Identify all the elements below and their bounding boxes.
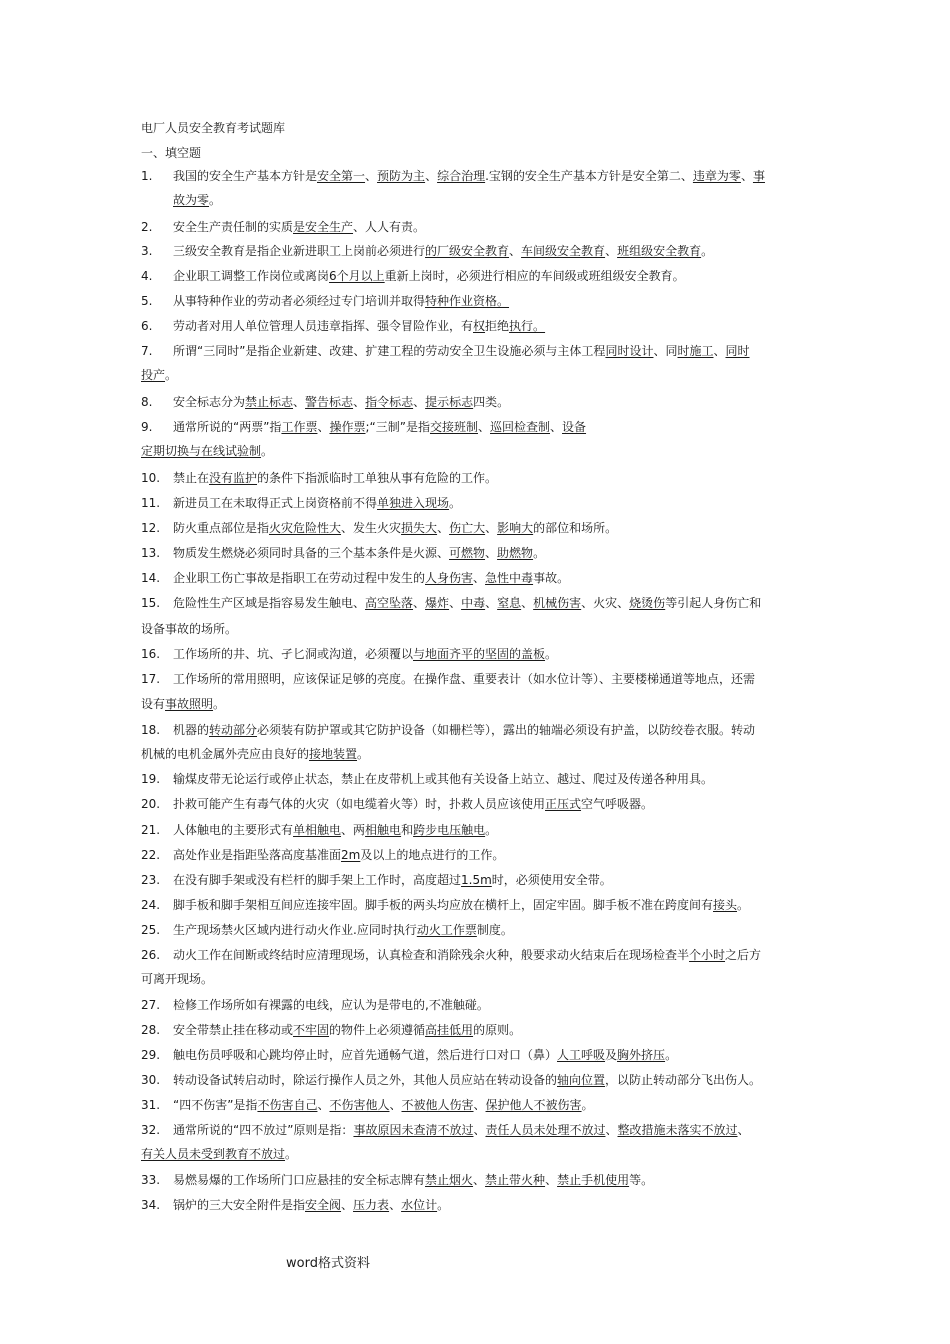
question-text: 、 [713,344,726,358]
answer-blank: 禁止带火种 [485,1173,546,1187]
question-text: 。 [449,496,462,510]
question-text: 、 [389,1098,402,1112]
question-item [141,293,811,309]
question-text: 、 [545,1173,558,1187]
question-item [141,872,811,888]
answer-blank: 综合治理 [437,169,486,183]
question-text: ;“三制”是指 [365,420,430,434]
question-text: 防火重点部位是指 [173,521,270,535]
question-text: 、 [317,1098,330,1112]
answer-blank: 特种作业资格。 [425,294,510,308]
question-text: 通常所说的“两票”指 [173,420,282,434]
question-item [141,771,811,787]
question-text: 。 [545,647,558,661]
question-item [141,947,811,963]
question-number: 15. [141,596,161,610]
answer-blank: 烧烫伤 [629,596,666,610]
question-text: 、 [605,1123,618,1137]
question-continuation [173,192,221,208]
answer-blank: 定期切换与在线试验制 [141,444,262,458]
answer-blank: 安全阀 [305,1198,342,1212]
question-text: 空气呼吸器。 [581,797,654,811]
question-text: “四不伤害”是指 [173,1098,258,1112]
question-number: 34. [141,1198,161,1212]
answer-blank: 整改措施未落实不放过 [617,1123,738,1137]
question-item [141,897,811,913]
question-item [141,318,811,334]
answer-blank: 没有监护 [209,471,258,485]
answer-blank: 1.5m [461,873,492,887]
question-item [141,520,811,536]
question-text: 的物件上必须遵循 [329,1023,426,1037]
question-text: 。 [737,898,750,912]
question-number: 7. [141,344,153,358]
question-text: 所谓“三同时”是指企业新建、改建、扩建工程的劳动安全卫生设施必须与主体工程 [173,344,606,358]
answer-blank: 同时 [725,344,750,358]
answer-blank: 预防为主 [377,169,426,183]
question-text: 人体触电的主要形式有 [173,823,294,837]
question-text: 扑救可能产生有毒气体的火灾（如电缆着火等）时，扑救人员应该使用 [173,797,546,811]
question-item [141,796,811,812]
answer-blank: 违章为零 [692,169,741,183]
question-number: 3. [141,244,153,258]
question-text: 机器的 [173,723,210,737]
question-text: 通常所说的“四不放过”原则是指： [173,1123,354,1137]
question-item [141,168,811,184]
question-text: 、 [341,1198,354,1212]
question-text: 、 [425,169,438,183]
answer-blank: 不被他人伤害 [401,1098,474,1112]
question-text: 触电伤员呼吸和心跳均停止时，应首先通畅气道，然后进行口对口（鼻） [173,1048,558,1062]
answer-blank: 接头 [713,898,738,912]
answer-blank: 影响大 [497,521,534,535]
question-text: 在没有脚手架或没有栏杆的脚手架上工作时，高度超过 [173,873,462,887]
answer-blank: 人身伤害 [425,571,474,585]
question-text: 易燃易爆的工作场所门口应悬挂的安全标志牌有 [173,1173,426,1187]
question-item [141,219,811,235]
question-item [141,1172,811,1188]
question-text: 新进员工在未取得正式上岗资格前不得 [173,496,378,510]
answer-blank: 禁止烟火 [425,1173,474,1187]
question-text: 、 [509,244,522,258]
answer-blank: 投产 [141,368,166,382]
question-text: 企业职工调整工作岗位或离岗 [173,269,330,283]
answer-blank: 操作票 [329,420,366,434]
answer-blank: 正压式 [545,797,582,811]
question-item [141,570,811,586]
question-text: 。 [485,823,498,837]
question-text: 检修工作场所如有裸露的电线，应认为是带电的,不准触碰。 [173,998,489,1012]
question-item [141,545,811,561]
question-text: 物质发生燃烧必须同时具备的三个基本条件是火源、 [173,546,450,560]
question-text: 。 [581,1098,594,1112]
answer-blank: 助燃物 [497,546,534,560]
question-text: 、 [740,169,753,183]
question-number: 19. [141,772,161,786]
question-text: 、两 [341,823,366,837]
question-number: 18. [141,723,161,737]
question-text: 、 [485,546,498,560]
question-number: 26. [141,948,161,962]
answer-blank: 压力表 [353,1198,390,1212]
question-text: 转动设备试转启动时，除运行操作人员之外，其他人员应站在转动设备的 [173,1073,558,1087]
question-continuation [141,621,237,637]
question-text: 我国的安全生产基本方针是 [173,169,318,183]
question-text: 。 [209,193,222,207]
question-text: 。 [285,1147,298,1161]
question-number: 32. [141,1123,161,1137]
question-item [141,822,811,838]
question-text: 等引起人身伤亡和 [665,596,762,610]
question-item [141,1197,811,1213]
question-item [141,495,811,511]
question-text: 制度。 [476,923,513,937]
question-number: 31. [141,1098,161,1112]
question-text: 从事特种作业的劳动者必须经过专门培训并取得 [173,294,426,308]
question-number: 30. [141,1073,161,1087]
question-number: 21. [141,823,161,837]
answer-blank: 工作票 [281,420,318,434]
question-text: 、 [413,395,426,409]
question-text: 安全生产责任制的实质 [173,220,294,234]
question-text: 时，必须使用安全带。 [491,873,612,887]
question-continuation [141,971,213,987]
question-continuation [141,443,273,459]
answer-blank: 转动部分 [209,723,258,737]
question-number: 14. [141,571,161,585]
question-text: 重新上岗时，必须进行相应的车间级或班组级安全教育。 [384,269,685,283]
question-item [141,646,811,662]
question-number: 33. [141,1173,161,1187]
question-number: 29. [141,1048,161,1062]
question-item [141,847,811,863]
question-text: 企业职工伤亡事故是指职工在劳动过程中发生的 [173,571,426,585]
question-number: 24. [141,898,161,912]
answer-blank: 2m [341,848,361,862]
question-text: 。 [165,368,178,382]
answer-blank: 时施工 [677,344,714,358]
answer-blank: 轴向位置 [557,1073,606,1087]
question-text: 、 [473,1123,486,1137]
answer-blank: 单相触电 [293,823,342,837]
question-text: 安全带禁止挂在移动或 [173,1023,294,1037]
answer-blank: 交接班制 [429,420,478,434]
question-text: 四类。 [473,395,510,409]
answer-blank: 责任人员未处理不放过 [485,1123,606,1137]
question-text: 、火灾、 [581,596,630,610]
question-item [141,722,811,738]
question-text: 之后方 [725,948,762,962]
question-item [141,343,811,359]
answer-blank: 动火工作票 [416,923,477,937]
answer-blank: 可燃物 [449,546,486,560]
answer-blank: 相触电 [365,823,402,837]
question-text: 、 [550,420,563,434]
answer-blank: 爆炸 [425,596,450,610]
document-title: 电厂人员安全教育考试题库 [141,121,286,135]
question-text: ，以防止转动部分飞出伤人。 [605,1073,762,1087]
question-text: 设备事故的场所。 [141,622,238,636]
answer-blank: 是安全生产 [293,220,354,234]
answer-blank: 中毒 [461,596,486,610]
answer-blank: 火灾危险性大 [269,521,342,535]
question-item [141,470,811,486]
question-item [141,419,811,435]
answer-blank: 禁止标志 [245,395,294,409]
question-text: 、 [473,1098,486,1112]
answer-blank: 伤亡大 [449,521,486,535]
question-text: 的部位和场所。 [533,521,618,535]
answer-blank: 指令标志 [365,395,414,409]
answer-blank: 损失大 [401,521,438,535]
question-item [141,1122,811,1138]
answer-blank: 警告标志 [305,395,354,409]
answer-blank: 事故原因未查清不放过 [353,1123,474,1137]
question-text: 、 [473,571,486,585]
question-text: 、 [737,1123,750,1137]
question-text: 。 [701,244,714,258]
question-text: 和 [401,823,414,837]
question-text: 、人人有责。 [353,220,426,234]
question-text: 安全标志分为 [173,395,246,409]
question-number: 25. [141,923,161,937]
answer-blank: 胸外挤压 [617,1048,666,1062]
footer-label: word格式资料 [286,1256,370,1271]
question-text: 脚手板和脚手架相互间应连接牢固。脚手板的两头均应放在横杆上，固定牢固。脚手板不准在跨度间有 [173,898,714,912]
question-text: 及 [605,1048,618,1062]
question-text: 及以上的地点进行的工作。 [360,848,505,862]
question-text: 可离开现场。 [141,972,214,986]
question-text: 。 [437,1198,450,1212]
question-text: 高处作业是指距坠落高度基准面 [173,848,342,862]
answer-blank: 权 [473,319,486,333]
question-continuation [141,1146,297,1162]
answer-blank: 设备 [562,420,587,434]
question-text: 、 [477,420,490,434]
answer-blank: 车间级安全教育 [521,244,606,258]
question-number: 8. [141,395,153,409]
answer-blank: 提示标志 [425,395,474,409]
question-item [141,671,811,687]
question-text: 锅炉的三大安全附件是指 [173,1198,306,1212]
question-item [141,922,811,938]
question-text: 、 [317,420,330,434]
question-item [141,1072,811,1088]
question-continuation [141,367,177,383]
question-text: 、 [413,596,426,610]
question-number: 17. [141,672,161,686]
question-text: 设有 [141,697,166,711]
question-number: 12. [141,521,161,535]
answer-blank: 水位计 [401,1198,438,1212]
answer-blank: 单独进入现场 [377,496,450,510]
question-number: 16. [141,647,161,661]
answer-blank: 高空坠落 [365,596,414,610]
question-text: 拒绝 [485,319,510,333]
answer-blank: 巡回检查制 [490,420,551,434]
question-text: 、发生火灾 [341,521,402,535]
question-continuation [141,696,225,712]
answer-blank: 与地面齐平的坚固的盖板 [413,647,546,661]
question-text: 的原则。 [473,1023,522,1037]
question-number: 1. [141,169,153,183]
answer-blank: 不牢固 [293,1023,330,1037]
question-text: 工作场所的常用照明，应该保证足够的亮度。在操作盘、重要表计（如水位计等）、主要楼梯通道等地点，还需 [173,672,756,686]
answer-blank: 保护他人不被伤害 [485,1098,582,1112]
question-text: .宝钢的安全生产基本方针是安全第二、 [485,169,693,183]
question-text: 、 [521,596,534,610]
question-text: 。 [665,1048,678,1062]
question-number: 9. [141,420,153,434]
answer-blank: 事故照明 [165,697,214,711]
answer-blank: 事 [752,169,765,183]
question-number: 22. [141,848,161,862]
question-number: 13. [141,546,161,560]
question-item [141,1022,811,1038]
answer-blank: 不伤害他人 [329,1098,390,1112]
question-text: 事故。 [533,571,570,585]
question-continuation [141,746,369,762]
answer-blank: 6个月以上 [329,269,385,283]
question-text: 、 [485,596,498,610]
question-text: 、 [353,395,366,409]
question-text: 劳动者对用人单位管理人员违章指挥、强令冒险作业，有 [173,319,474,333]
question-text: 必须装有防护罩或其它防护设备（如栅栏等），露出的轴端必须设有护盖，以防绞卷衣服。转动 [257,723,756,737]
question-text: 。 [533,546,546,560]
question-number: 4. [141,269,153,283]
question-text: 、 [449,596,462,610]
question-text: 、 [437,521,450,535]
answer-blank: 禁止手机使用 [557,1173,630,1187]
question-text: 、 [605,244,618,258]
answer-blank: 执行。 [509,319,546,333]
question-text: 、 [389,1198,402,1212]
question-number: 23. [141,873,161,887]
question-number: 10. [141,471,161,485]
answer-blank: 有关人员未受到教育不放过 [141,1147,286,1161]
question-number: 28. [141,1023,161,1037]
answer-blank: 机械伤害 [533,596,582,610]
answer-blank: 接地装置 [309,747,358,761]
answer-blank: 不伤害自己 [257,1098,318,1112]
question-text: 输煤皮带无论运行或停止状态，禁止在皮带机上或其他有关设备上站立、越过、爬过及传递各种用具。 [173,772,714,786]
answer-blank: 个小时 [689,948,726,962]
question-text: 禁止在 [173,471,210,485]
answer-blank: 窒息 [497,596,522,610]
answer-blank: 跨步电压触电 [413,823,486,837]
question-number: 27. [141,998,161,1012]
question-text: 。 [261,444,274,458]
question-text: 。 [213,697,226,711]
answer-blank: 安全第一 [317,169,366,183]
question-text: 、同 [653,344,678,358]
question-item [141,997,811,1013]
question-text: 、 [365,169,378,183]
question-number: 11. [141,496,161,510]
question-text: 机械的电机金属外壳应由良好的 [141,747,310,761]
question-text: 三级安全教育是指企业新进职工上岗前必须进行 [173,244,426,258]
question-text: 、 [485,521,498,535]
question-text: 工作场所的井、坑、孑匕洞或沟道，必须覆以 [173,647,414,661]
question-item [141,243,811,259]
answer-blank: 班组级安全教育 [617,244,702,258]
question-item [141,268,811,284]
question-text: 的条件下指派临时工单独从事有危险的工作。 [257,471,498,485]
answer-blank: 高挂低用 [425,1023,474,1037]
answer-blank: 急性中毒 [485,571,534,585]
question-text: 等。 [629,1173,654,1187]
question-item [141,595,811,611]
answer-blank: 人工呼吸 [557,1048,606,1062]
question-number: 20. [141,797,161,811]
answer-blank: 故为零 [173,193,210,207]
question-item [141,394,811,410]
question-number: 6. [141,319,153,333]
question-number: 5. [141,294,153,308]
question-number: 2. [141,220,153,234]
question-item [141,1047,811,1063]
question-text: 生产现场禁火区域内进行动火作业.应同时执行 [173,923,417,937]
answer-blank: 的厂级安全教育 [425,244,510,258]
question-text: 危险性生产区域是指容易发生触电、 [173,596,366,610]
section-heading: 一、填空题 [141,146,202,160]
answer-blank: 同时设计 [605,344,654,358]
question-text: 、 [293,395,306,409]
question-text: 动火工作在间断或终结时应清理现场，认真检查和消除残余火种，般要求动火结束后在现场检查半 [173,948,690,962]
question-text: 。 [357,747,370,761]
question-item [141,1097,811,1113]
question-text: 、 [473,1173,486,1187]
